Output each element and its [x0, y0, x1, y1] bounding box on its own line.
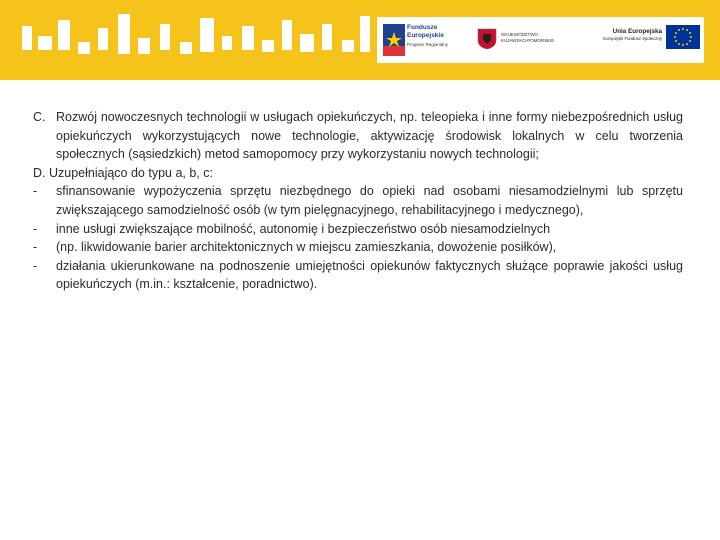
header-decoration: [222, 36, 232, 50]
header-decoration: [98, 28, 108, 50]
bullet-marker: -: [33, 184, 38, 199]
eu-logo: [582, 21, 700, 59]
region-logo: [477, 23, 577, 57]
header-decoration: [22, 26, 32, 50]
region-line1: WOJEWÓDZTWO: [501, 32, 538, 37]
header-decoration: [58, 20, 70, 50]
list-item: [33, 108, 683, 164]
bullet-text: (np. likwidowanie barier architektonicznych w miejscu zamieszkania, dowożenie posiłków),: [56, 240, 557, 255]
header-bar: [0, 0, 720, 80]
european-funds-line1: Fundusze: [407, 24, 438, 31]
eu-flag-icon: [666, 25, 700, 49]
header-decoration: [200, 18, 214, 52]
european-funds-logo: [383, 21, 461, 59]
region-line2: KUJAWSKO-POMORSKIE: [501, 38, 555, 43]
eu-text: [582, 27, 662, 42]
regional-crest-icon: [477, 28, 497, 50]
bullet-text: inne usługi zwiększające mobilność, autonomię i bezpieczeństwo osób niesamodzielnych: [56, 221, 551, 236]
bullet-item: [33, 220, 683, 239]
item-text: Rozwój nowoczesnych technologii w usługach opiekuńczych, np. teleopieka i inne formy niebezpośrednich usług opiekuńczych wykorzystujących nowe technologie, aktywizację środowisk lokalnych w celu tworzenia społecznych (sąsiedzkich) metod samopomocy przy wykorzystaniu nowych technologii;: [56, 110, 683, 162]
header-decoration: [242, 26, 254, 50]
bullet-text: sfinansowanie wypożyczenia sprzętu niezbędnego do opieki nad osobami niesamodzielnymi lub sprzętu zwiększającego samodzielność osób (w tym pielęgnacyjnego, rehabilitacyjnego i medycznego),: [56, 184, 683, 217]
eu-subtitle: Europejski Fundusz Społeczny: [603, 36, 662, 41]
bullet-marker: -: [33, 240, 38, 255]
logo-strip: [377, 17, 704, 63]
header-decoration: [138, 38, 150, 54]
document-body: [33, 108, 683, 294]
bullet-item: [33, 182, 683, 219]
header-decoration: [300, 34, 314, 52]
header-decoration: [78, 42, 90, 54]
bullet-text: działania ukierunkowane na podnoszenie umiejętności opiekunów faktycznych służące poprawie jakości usług opiekuńczych (m.in.: kształcenie, poradnictwo).: [56, 258, 683, 292]
header-decoration: [262, 40, 274, 52]
european-funds-line2: Europejskie: [407, 31, 444, 39]
header-decoration: [180, 42, 192, 54]
bullet-item: [33, 238, 683, 257]
header-decoration: [160, 24, 170, 50]
european-funds-text: [407, 24, 463, 49]
bullet-marker: -: [33, 258, 38, 273]
item-marker: C.: [33, 110, 46, 124]
region-text: [501, 32, 581, 44]
header-decoration: [342, 40, 354, 52]
header-decoration: [282, 20, 292, 50]
european-funds-subtitle: Program Regionalny: [407, 42, 449, 47]
header-decoration: [360, 16, 370, 52]
header-decoration: [38, 36, 52, 50]
european-funds-star-icon: [383, 24, 405, 56]
header-decoration: [118, 14, 130, 54]
bullet-marker: -: [33, 221, 38, 236]
section-heading: D. Uzupełniająco do typu a, b, c:: [33, 165, 213, 180]
eu-title: Unia Europejska: [612, 28, 662, 35]
header-decoration: [322, 24, 332, 50]
bullet-item: [33, 257, 683, 294]
